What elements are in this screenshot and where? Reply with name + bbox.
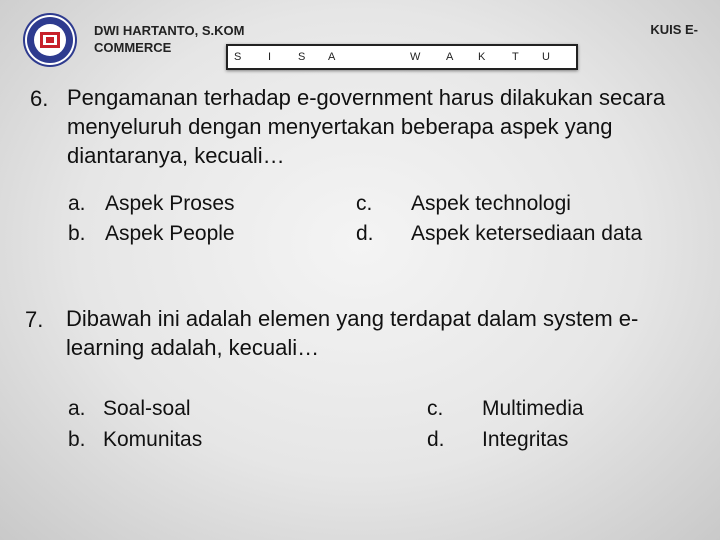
bar-letter: I	[268, 51, 272, 63]
question-6-option-b: Aspek People	[105, 222, 235, 245]
question-6-option-c: Aspek technologi	[411, 192, 571, 215]
bar-letter: S	[234, 51, 242, 63]
bar-letter: A	[328, 51, 336, 63]
question-7-option-c: Multimedia	[482, 397, 584, 420]
bar-letter: K	[478, 51, 486, 63]
question-6-option-c-letter: c.	[356, 192, 373, 215]
bar-letter: T	[512, 51, 519, 63]
question-6-option-d-letter: d.	[356, 222, 374, 245]
question-6-number: 6.	[30, 86, 49, 111]
time-bar	[226, 44, 578, 70]
quiz-title: KUIS E-	[650, 22, 698, 37]
question-6-option-a-letter: a.	[68, 192, 86, 215]
question-6-option-a: Aspek Proses	[105, 192, 235, 215]
question-7-option-d: Integritas	[482, 428, 569, 451]
bar-letter: A	[446, 51, 454, 63]
question-7-option-a-letter: a.	[68, 397, 86, 420]
question-7-option-d-letter: d.	[427, 428, 445, 451]
question-6-option-b-letter: b.	[68, 222, 86, 245]
university-logo-icon	[22, 12, 78, 68]
question-7-option-b-letter: b.	[68, 428, 86, 451]
question-7-option-b: Komunitas	[103, 428, 203, 451]
bar-letter: W	[410, 51, 421, 63]
question-6-text: Pengamanan terhadap e-government harus dilakukan secara menyeluruh dengan menyertakan beberapa aspek yang diantaranya, kecuali…	[67, 85, 666, 168]
question-7-number: 7.	[25, 307, 44, 332]
author-name-text: DWI HARTANTO, S.KOM	[94, 23, 245, 38]
question-6-option-d: Aspek ketersediaan data	[411, 222, 643, 245]
question-7-option-c-letter: c.	[427, 397, 444, 420]
bar-letter: S	[298, 51, 306, 63]
question-7-option-a: Soal-soal	[103, 397, 191, 420]
bar-letter: U	[542, 51, 550, 63]
header-subtitle: COMMERCE	[94, 40, 172, 55]
question-7-text: Dibawah ini adalah elemen yang terdapat dalam system e-learning adalah, kecuali…	[66, 306, 639, 360]
